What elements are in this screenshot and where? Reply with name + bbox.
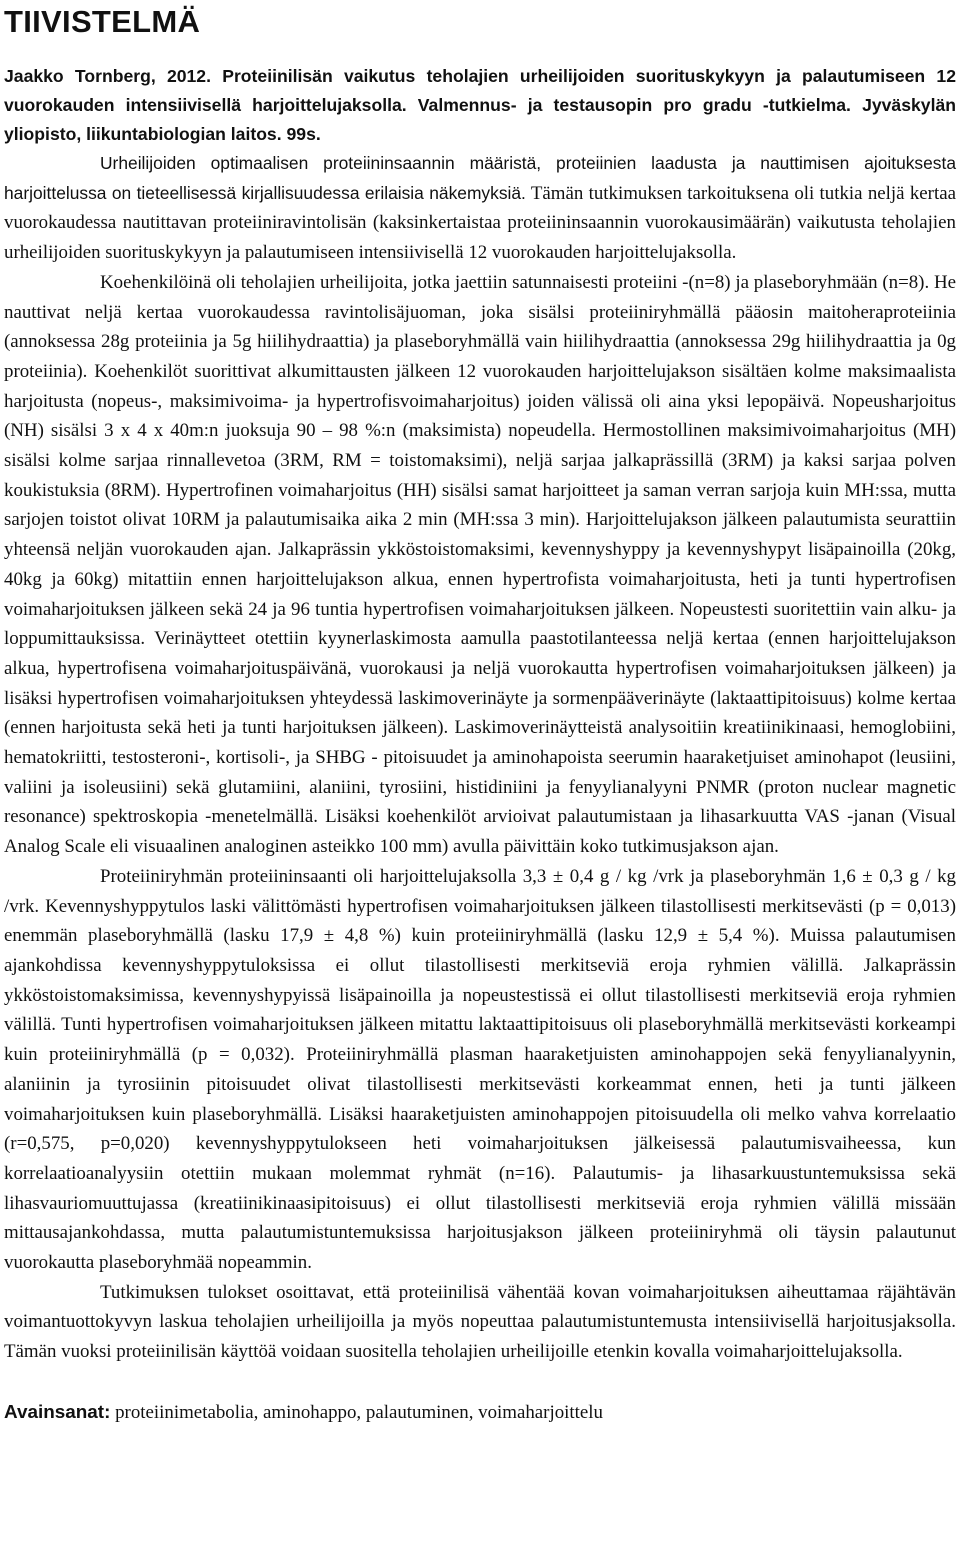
paragraph-1 bbox=[4, 149, 956, 268]
abstract-page bbox=[4, 0, 956, 1427]
citation: Jaakko Tornberg, 2012. Proteiinilisän vaikutus teholajien urheilijoiden suorituskykyyn ja palautumiseen 12 vuorokauden intensiivisellä harjoittelujaksolla. Valmennus- ja testausopin pro gradu -tutkielma. Jyväskylän yliopisto, liikuntabiologian laitos. 99s. bbox=[4, 66, 956, 144]
keywords-value: proteiinimetabolia, aminohappo, palautuminen, voimaharjoittelu bbox=[110, 1401, 603, 1423]
paragraph-1-intro: Urheilijoiden optimaalisen proteiininsaannin määristä, proteiinien laadusta ja nauttimisen ajoituksesta harjoittelussa on tieteellisessä kirjallisuudessa erilaisia näkemyksiä. bbox=[4, 153, 956, 203]
paragraph-4: Tutkimuksen tulokset osoittavat, että proteiinilisä vähentää kovan voimaharjoituksen aiheuttamaa räjähtävän voimantuottokyvyn laskua teholajien urheilijoilla ja myös nopeuttaa palautumistuntemusta intensiivisellä harjoitusjaksolla. Tämän vuoksi proteiinilisän käyttöä voidaan suositella teholajien urheilijoille etenkin kovalla voimaharjoittelujaksolla. bbox=[4, 1281, 956, 1363]
page-title: TIIVISTELMÄ bbox=[4, 4, 201, 39]
keywords-label: Avainsanat: bbox=[4, 1401, 111, 1423]
paragraph-2: Koehenkilöinä oli teholajien urheilijoita, jotka jaettiin satunnaisesti proteiini -(n=8) ja plaseboryhmään (n=8). He nauttivat neljä kertaa vuorokaudessa ravintolisäjuoman, joka sisälsi proteiiniryhmällä pääosin maitoheraproteiinia (annoksessa 28g proteiinia ja 5g hiilihydraattia) ja plaseboryhmällä vain hiilihydraattia (annoksessa 29g hiilihydraattia ja 0g proteiinia). Koehenkilöt suorittivat alkumittausten jälkeen 12 vuorokauden harjoittelujakson sisältäen kolme maksimaalista harjoitusta (nopeus-, maksimivoima- ja hypertrofisvoimaharjoitus) joiden välissä oli aina yksi lepopäivä. Nopeusharjoitus (NH) sisälsi 3 x 4 x 40m:n juoksuja 90 – 98 %:n (maksimista) nopeudella. Hermostollinen maksimivoimaharjoitus (MH) sisälsi kolme sarjaa rinnallevetoa (3RM, RM = toistomaksimi), neljä sarjaa jalkaprässillä (3RM) ja kaksi sarjaa polven koukistuksia (8RM). Hypertrofinen voimaharjoitus (HH) sisälsi samat harjoitteet ja saman verran sarjoja kuin MH:ssa, mutta sarjojen toistot olivat 10RM ja palautumisaika aika 2 min (MH:ssa 3 min). Harjoittelujakson jälkeen palautumista seurattiin yhteensä neljän vuorokauden ajan. Jalkaprässin ykköstoistomaksimi, kevennyshyppy ja kevennyshypyt lisäpainoilla (20kg, 40kg ja 60kg) mitattiin ennen harjoittelujakson alkua, ennen hypertrofista voimaharjoitusta, heti ja tunti hypertrofisen voimaharjoituksen jälkeen sekä 24 ja 96 tuntia hypertrofisen voimaharjoituksen jälkeen. Nopeustesti suoritettiin vain alku- ja loppumittauksissa. Verinäytteet otettiin kyynerlaskimosta aamulla paastotilanteessa neljä kertaa (ennen harjoittelujakson alkua, hypertrofisena voimaharjoituspäivänä, vuorokausi ja neljä vuorokautta hypertrofisen voimaharjoituksen jälkeen) ja lisäksi hypertrofisen voimaharjoituksen yhteydessä laskimoverinäyte ja sormenpääverinäyte (laktaattipitoisuus) kolme kertaa (ennen harjoitusta sekä heti ja tunti harjoituksen jälkeen). Laskimoverinäytteistä analysoitiin kreatiinikinaasi, hemoglobiini, hematokriitti, testosteroni-, kortisoli-, ja SHBG - pitoisuudet ja aminohapoista seerumin haaraketjuiset aminohapot (leusiini, valiini ja isoleusiini) sekä glutamiini, alaniini, tyrosiini, histidiniini ja fenyylianalyyni PNMR (proton nuclear magnetic resonance) spektroskopia -menetelmällä. Lisäksi koehenkilöt arvioivat palautumistaan ja lihasarkuutta VAS -janan (Visual Analog Scale eli visuaalinen analoginen asteikko 100 mm) avulla päivittäin koko tutkimusjakson ajan. bbox=[4, 271, 956, 858]
keywords bbox=[4, 1398, 956, 1427]
paragraph-1-text: Tämän tutkimuksen tarkoituksena oli tutkia neljä kertaa vuorokaudessa nautittavan proteiiniravintolisän (kaksinkertaistaa proteiininsaannin vuorokausimäärän) vaikutusta teholajien urheilijoiden suorituskykyyn ja palautumiseen intensiivisellä 12 vuorokauden harjoittelujaksolla. bbox=[4, 182, 956, 264]
paragraph-3: Proteiiniryhmän proteiininsaanti oli harjoittelujaksolla 3,3 ± 0,4 g / kg /vrk ja plaseboryhmän 1,6 ± 0,3 g / kg /vrk. Kevennyshyppytulos laski välittömästi hypertrofisen voimaharjoituksen jälkeen tilastollisesti merkitsevästi (p = 0,013) enemmän plaseboryhmällä (lasku 17,9 ± 4,8 %) kuin proteiiniryhmällä (lasku 12,9 ± 5,4 %). Muissa palautumisen ajankohdissa kevennyshyppytuloksissa ei ollut tilastollisesti merkitseviä eroja ryhmien välillä. Jalkaprässin ykköstoistomaksimissa, kevennyshypyissä lisäpainoilla ja nopeustestissä ei ollut tilastollisesti merkitseviä eroja ryhmien välillä. Tunti hypertrofisen voimaharjoituksen jälkeen mitattu laktaattipitoisuus oli plaseboryhmällä merkitsevästi korkeampi kuin proteiiniryhmällä (p = 0,032). Proteiiniryhmällä plasman haaraketjuisten aminohappojen sekä fenyylianalyynin, alaniinin ja tyrosiinin pitoisuudet olivat tilastollisesti merkitsevästi korkeammat ennen, heti ja tunti jälkeen voimaharjoituksen kuin plaseboryhmällä. Lisäksi haaraketjuisten aminohappojen pitoisuudella oli melko vahva korrelaatio (r=0,575, p=0,020) kevennyshyppytulokseen heti voimaharjoituksen jälkeisessä palautumisvaiheessa, kun korrelaatioanalyysiin otettiin mukaan molemmat ryhmät (n=16). Palautumis- ja lihasarkuustuntemuksissa sekä lihasvauriomuuttujassa (kreatiinikinaasipitoisuus) ei ollut tilastollisesti merkitseviä eroja ryhmien välillä missään mittausajankohdassa, mutta palautumistuntemuksissa harjoitusjakson jälkeen proteiiniryhmä oli täysin palautunut vuorokautta plaseboryhmää nopeammin. bbox=[4, 865, 956, 1274]
